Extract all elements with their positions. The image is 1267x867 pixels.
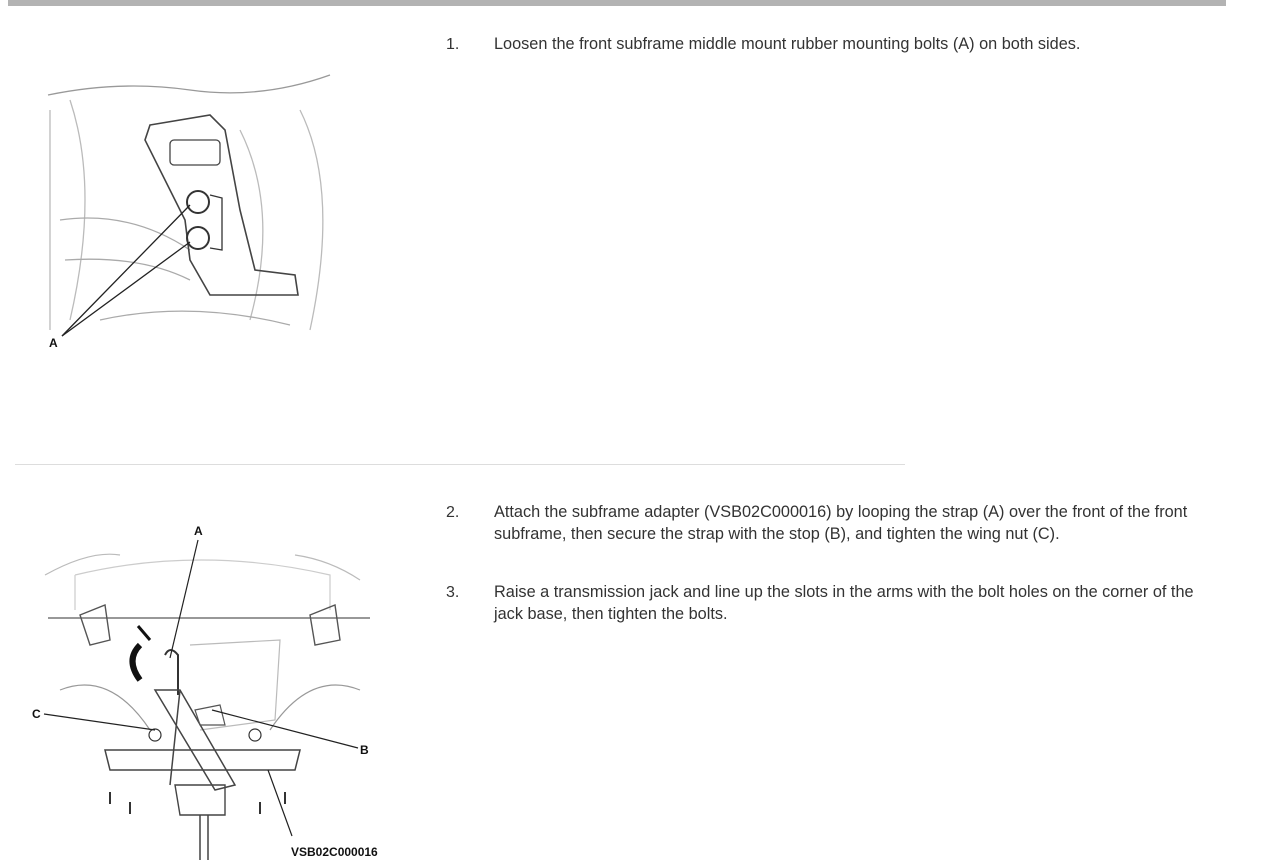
callout-c: C xyxy=(32,707,41,721)
callout-b: B xyxy=(360,743,369,757)
callout-a: A xyxy=(194,524,203,538)
step-number: 3. xyxy=(446,584,460,601)
step-text: Raise a transmission jack and line up the slots in the arms with the bolt holes on the corner of the jack base, then tighten the bolts. xyxy=(494,583,1194,623)
callout-a: A xyxy=(49,336,58,350)
figure-middle-mount-bolts xyxy=(40,70,360,350)
step-number: 2. xyxy=(446,504,460,521)
step-text: Attach the subframe adapter (VSB02C000016) by looping the strap (A) over the front of the front subframe, then secure the strap with the stop (B), and tighten the wing nut (C). xyxy=(494,503,1188,543)
step-number: 1. xyxy=(446,36,460,53)
figure-subframe-adapter xyxy=(30,530,410,865)
header-bar xyxy=(8,0,1226,6)
step-text: Loosen the front subframe middle mount rubber mounting bolts (A) on both sides. xyxy=(494,35,1081,53)
section-divider xyxy=(15,464,905,465)
callout-tool-number: VSB02C000016 xyxy=(291,845,378,859)
